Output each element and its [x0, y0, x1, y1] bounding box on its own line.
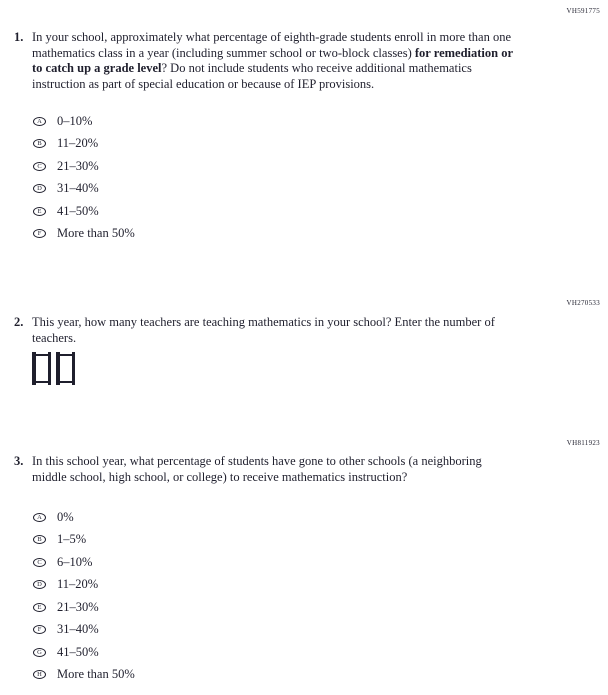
- question-2: [14, 315, 519, 346]
- option-row: [33, 641, 135, 664]
- option-label: 41–50%: [57, 644, 99, 659]
- answer-bubble-a-icon[interactable]: A: [33, 513, 46, 522]
- option-label: 31–40%: [57, 622, 99, 637]
- digit-entry-box-tens[interactable]: [32, 352, 51, 385]
- option-row: [33, 664, 135, 687]
- question-1-accession-code: VH591775: [566, 7, 600, 15]
- answer-bubble-d-icon[interactable]: D: [33, 184, 46, 193]
- digit-entry-box-ones[interactable]: [56, 352, 75, 385]
- answer-bubble-a-icon[interactable]: A: [33, 117, 46, 126]
- question-2-number: 2.: [14, 315, 24, 329]
- question-1-text-before-bold: In your school, approximately what percentage of eighth-grade students enroll in more than one mathematics class in a year (including summer school or two-block classes): [32, 30, 512, 60]
- question-2-accession-code: VH270533: [566, 299, 600, 307]
- answer-bubble-c-icon[interactable]: C: [33, 558, 46, 567]
- option-label: More than 50%: [57, 667, 135, 682]
- question-1: [14, 30, 519, 92]
- option-row: [33, 223, 135, 246]
- option-label: 11–20%: [57, 136, 99, 151]
- question-3-accession-code: VH811923: [566, 439, 600, 447]
- answer-bubble-d-icon[interactable]: D: [33, 580, 46, 589]
- option-row: [33, 200, 135, 223]
- option-row: [33, 551, 135, 574]
- answer-bubble-b-icon[interactable]: B: [33, 535, 46, 544]
- option-label: 0–10%: [57, 113, 93, 128]
- digit-box-frame: [35, 354, 49, 383]
- option-label: More than 50%: [57, 226, 135, 241]
- option-label: 11–20%: [57, 577, 99, 592]
- question-3: [14, 454, 519, 485]
- answer-bubble-b-icon[interactable]: B: [33, 139, 46, 148]
- option-label: 1–5%: [57, 532, 87, 547]
- answer-bubble-f-icon[interactable]: F: [33, 625, 46, 634]
- answer-bubble-e-icon[interactable]: E: [33, 603, 46, 612]
- question-3-number: 3.: [14, 454, 24, 468]
- option-row: [33, 133, 135, 156]
- option-label: 0%: [57, 509, 74, 524]
- answer-bubble-c-icon[interactable]: C: [33, 162, 46, 171]
- question-2-text: This year, how many teachers are teaching mathematics in your school? Enter the number of teachers.: [32, 315, 495, 345]
- option-label: 6–10%: [57, 554, 93, 569]
- option-label: 21–30%: [57, 158, 99, 173]
- question-3-text: In this school year, what percentage of students have gone to other schools (a neighboring middle school, high school, or college) to receive mathematics instruction?: [32, 454, 482, 484]
- digit-box-frame: [59, 354, 73, 383]
- option-row: [33, 529, 135, 552]
- question-3-options: [33, 506, 135, 686]
- option-row: [33, 619, 135, 642]
- question-1-text-bold: for remediation or to catch up a grade level: [32, 45, 513, 76]
- option-row: [33, 110, 135, 133]
- option-row: [33, 155, 135, 178]
- option-label: 41–50%: [57, 203, 99, 218]
- answer-bubble-f-icon[interactable]: F: [33, 229, 46, 238]
- teacher-count-entry: [32, 352, 75, 385]
- option-row: [33, 178, 135, 201]
- option-label: 21–30%: [57, 599, 99, 614]
- answer-bubble-g-icon[interactable]: G: [33, 648, 46, 657]
- option-label: 31–40%: [57, 181, 99, 196]
- answer-bubble-h-icon[interactable]: H: [33, 670, 46, 679]
- question-1-text-after-bold: ? Do not include students who receive additional mathematics instruction as part of special education or because of IEP provisions.: [32, 61, 472, 91]
- answer-bubble-e-icon[interactable]: E: [33, 207, 46, 216]
- question-1-text: [32, 30, 519, 92]
- option-row: [33, 506, 135, 529]
- option-row: [33, 596, 135, 619]
- question-1-options: [33, 110, 135, 245]
- question-1-number: 1.: [14, 30, 24, 44]
- option-row: [33, 574, 135, 597]
